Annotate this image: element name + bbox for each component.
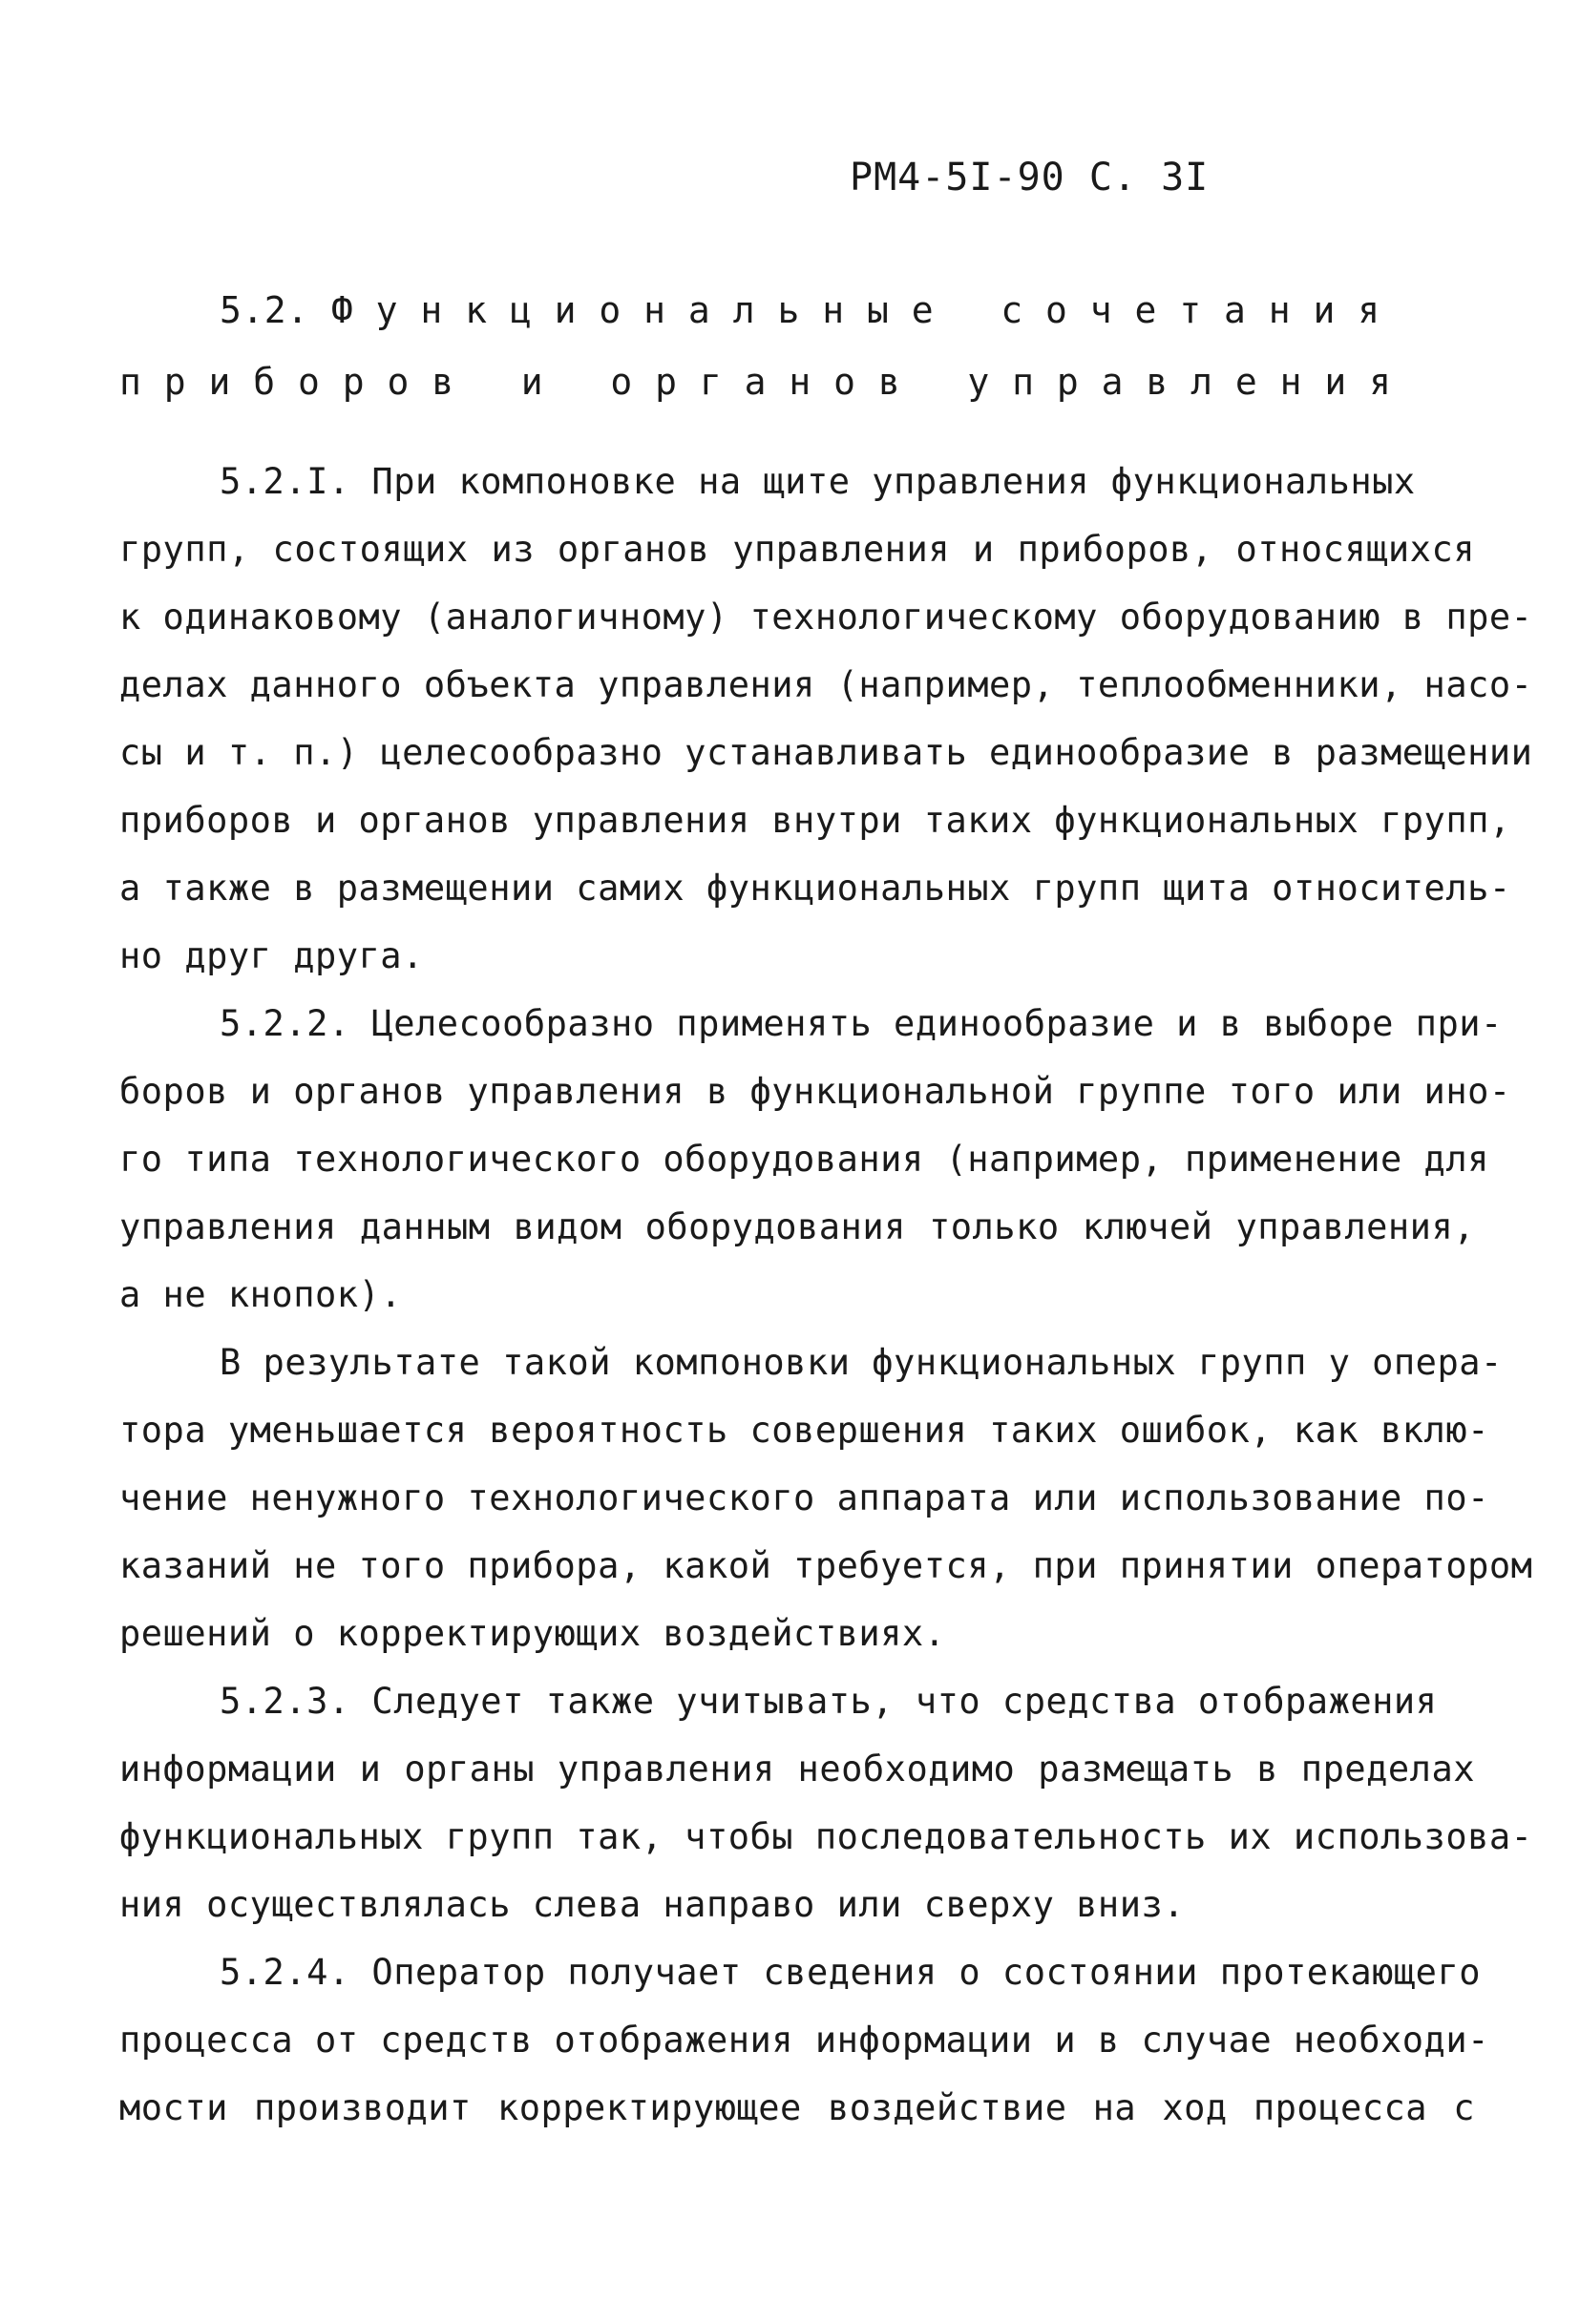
paragraph-line: решений о корректирующих воздействиях. (119, 1613, 946, 1654)
paragraph-line: групп, состоящих из органов управления и приборов, относящихся (119, 529, 1475, 570)
paragraph-line: к одинаковому (аналогичному) технологическому оборудованию в пре- (119, 597, 1533, 638)
paragraph-line: управления данным видом оборудования только ключей управления, (119, 1206, 1475, 1247)
paragraph-line: го типа технологического оборудования (например, применение для (119, 1139, 1489, 1180)
section-heading-line-1: 5.2. Ф у н к ц и о н а л ь н ы е с о ч е т а н и я (220, 289, 1380, 331)
paragraph-line: приборов и органов управления внутри таких функциональных групп, (119, 800, 1511, 841)
paragraph-line: сы и т. п.) целесообразно устанавливать единообразие в размещении (119, 732, 1533, 773)
paragraph-line: 5.2.2. Целесообразно применять единообразие и в выборе при- (220, 1003, 1503, 1044)
paragraph-line: казаний не того прибора, какой требуется, при принятии оператором (119, 1545, 1533, 1586)
paragraph-line: 5.2.4. Оператор получает сведения о состоянии протекающего (220, 1952, 1482, 1993)
paragraph-line: а также в размещении самих функциональных групп щита относитель- (119, 868, 1511, 909)
paragraph-line: В результате такой компоновки функциональных групп у опера- (220, 1342, 1503, 1383)
paragraph-line: делах данного объекта управления (например, теплообменники, насо- (119, 664, 1533, 705)
paragraph-line: 5.2.I. При компоновке на щите управления функциональных (220, 461, 1416, 502)
paragraph-line: тора уменьшается вероятность совершения таких ошибок, как вклю- (119, 1410, 1489, 1451)
paragraph-line: функциональных групп так, чтобы последовательность их использова- (119, 1816, 1533, 1857)
paragraph-line: боров и органов управления в функциональной группе того или ино- (119, 1071, 1511, 1112)
page-header: РМ4-5I-90 С. 3I (850, 156, 1210, 199)
section-heading-line-2: п р и б о р о в и о р г а н о в у п р а в л е н и я (119, 361, 1392, 403)
paragraph-line: но друг друга. (119, 935, 424, 976)
paragraph-line: процесса от средств отображения информации и в случае необходи- (119, 2020, 1489, 2061)
paragraph-line: ния осуществлялась слева направо или сверху вниз. (119, 1884, 1186, 1925)
paragraph-line: мости производит корректирующее воздействие на ход процесса с (119, 2087, 1475, 2128)
paragraph-line: 5.2.3. Следует также учитывать, что средства отображения (220, 1681, 1438, 1722)
paragraph-line: информации и органы управления необходимо размещать в пределах (119, 1748, 1475, 1790)
paragraph-line: а не кнопок). (119, 1274, 403, 1315)
paragraph-line: чение ненужного технологического аппарата или использование по- (119, 1477, 1489, 1518)
